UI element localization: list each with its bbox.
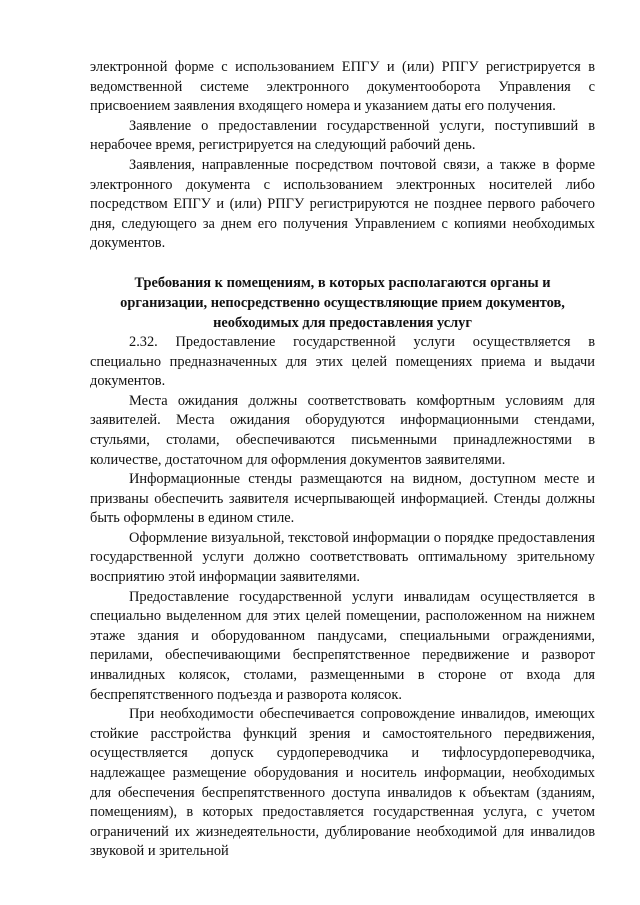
paragraph-visual-info: Оформление визуальной, текстовой информации о порядке предоставления государственной услуги должно соответствовать оптимальному зрительному восприятию этой информации заявителями. — [90, 529, 595, 586]
paragraph-waiting-areas: Места ожидания должны соответствовать комфортным условиям для заявителей. Места ожидания оборудуются информационными стендами, стульями, столами, обеспечиваются письменными принадлежностями в количестве, достаточном для оформления документов заявителями. — [90, 392, 595, 468]
document-page — [90, 58, 595, 862]
paragraph-registration-continued: электронной форме с использованием ЕПГУ и (или) РПГУ регистрируется в ведомственной системе электронного документооборота Управления с присвоением заявления входящего номера и указанием даты его получения. — [90, 59, 595, 115]
paragraph-nonworking-time: Заявление о предоставлении государственной услуги, поступивший в нерабочее время, регистрируется на следующий рабочий день. — [90, 117, 595, 154]
paragraph-assistance: При необходимости обеспечивается сопровождение инвалидов, имеющих стойкие расстройства функций зрения и самостоятельного передвижения, осуществляется допуск сурдопереводчика и тифлосурдопереводчика, надлежащее размещение оборудования и носитель информации, необходимых для обеспечения беспрепятственного доступа инвалидов к объектам (зданиям, помещениям), в которых предоставляется государственная услуга, с учетом ограничений их жизнедеятельности, дублирование необходимой для инвалидов звуковой и зрительной — [90, 706, 595, 860]
paragraph-2-32: 2.32. Предоставление государственной услуги осуществляется в специально предназначенных для этих целей помещениях приема и выдачи документов. — [90, 333, 595, 390]
paragraph-info-stands: Информационные стенды размещаются на видном, доступном месте и призваны обеспечить заявителя исчерпывающей информацией. Стенды должны быть оформлены в едином стиле. — [90, 471, 595, 527]
section-heading: Требования к помещениям, в которых располагаются органы и организации, непосредственно осуществляющие прием документов, необходимых для предоставления услуг — [120, 274, 565, 331]
paragraph-disabled-access: Предоставление государственной услуги инвалидам осуществляется в специально выделенном для этих целей помещении, расположенном на нижнем этаже здания и оборудованном пандусами, специальными ограждениями, перилами, обеспечивающими беспрепятственное передвижение и разворот инвалидных колясок, столами, размещенными в стороне от входа для беспрепятственного подъезда и разворота колясок. — [90, 588, 595, 703]
paragraph-postal-registration: Заявления, направленные посредством почтовой связи, а также в форме электронного документа с использованием электронных носителей либо посредством ЕПГУ и (или) РПГУ регистрируются не позднее первого рабочего дня, следующего за днем его получения Управлением с копиями необходимых документов. — [90, 156, 595, 252]
